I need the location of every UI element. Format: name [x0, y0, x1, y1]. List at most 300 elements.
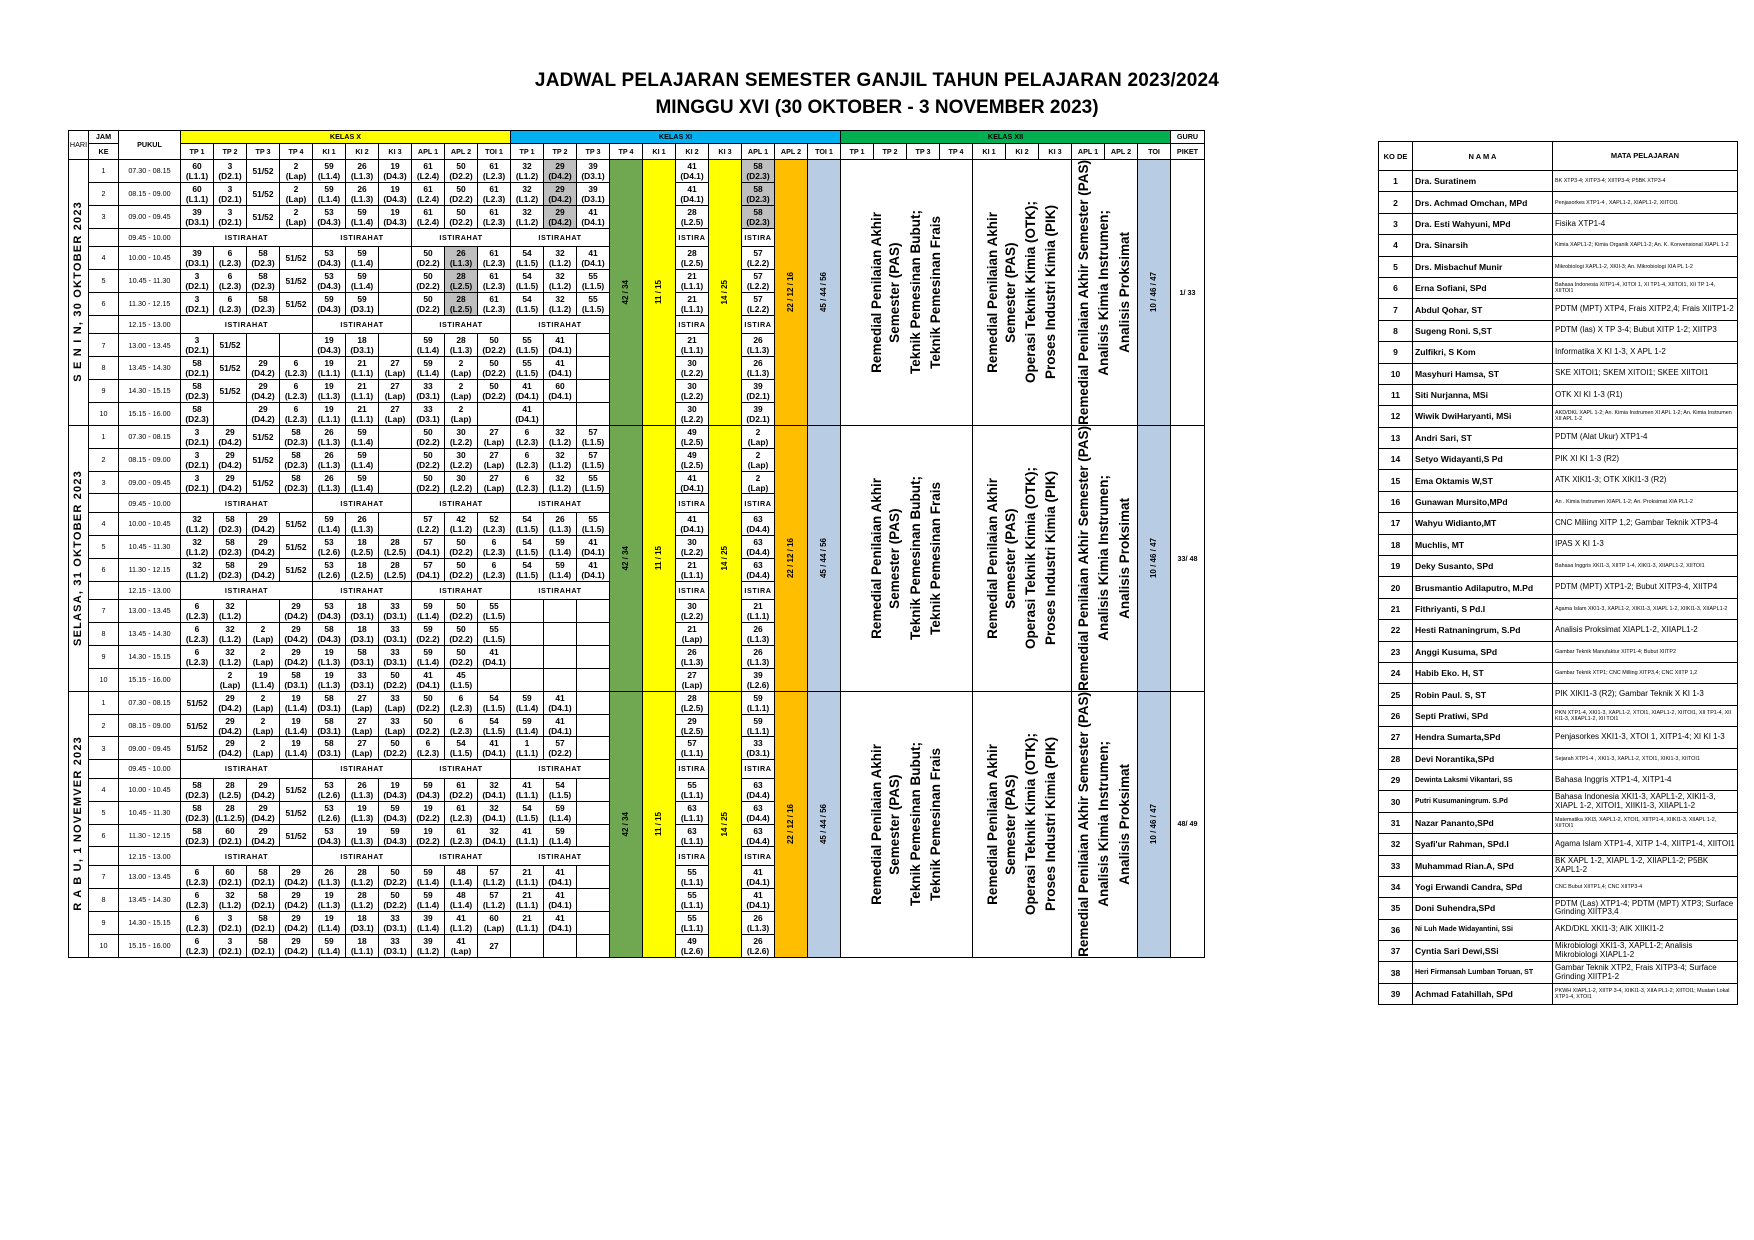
schedule-cell[interactable]: 6 (L2.3): [214, 247, 247, 270]
schedule-cell[interactable]: 50 (D2.2): [379, 866, 412, 889]
schedule-cell[interactable]: 19 (D4.3): [379, 160, 412, 183]
schedule-cell[interactable]: 59 (L1.4): [313, 513, 346, 536]
schedule-cell[interactable]: 39 (D2.1): [742, 380, 775, 403]
xii-toi-merged[interactable]: 10 / 46 / 47: [1138, 691, 1171, 957]
schedule-cell[interactable]: 32 (D4.1): [478, 801, 511, 824]
schedule-cell[interactable]: 58 (D2.3): [280, 425, 313, 448]
schedule-cell[interactable]: 50 (D2.2): [412, 691, 445, 714]
xi-ki1-merged[interactable]: 11 / 15: [643, 425, 676, 691]
schedule-cell[interactable]: 3 (D2.1): [214, 911, 247, 934]
schedule-cell[interactable]: 32 (D4.1): [478, 824, 511, 847]
schedule-cell[interactable]: [544, 623, 577, 646]
schedule-cell[interactable]: 53 (L2.6): [313, 558, 346, 581]
schedule-cell[interactable]: 55 (L1.1): [676, 888, 709, 911]
schedule-cell[interactable]: 29 (D4.2): [247, 357, 280, 380]
schedule-cell[interactable]: 41 (D4.1): [577, 205, 610, 228]
schedule-cell[interactable]: 51/52: [280, 558, 313, 581]
schedule-cell[interactable]: 51/52: [280, 247, 313, 270]
schedule-cell[interactable]: [544, 934, 577, 957]
schedule-cell[interactable]: 33 (D3.1): [379, 911, 412, 934]
schedule-cell[interactable]: 58 (D3.1): [313, 714, 346, 737]
schedule-cell[interactable]: 45 (L1.5): [445, 668, 478, 691]
schedule-cell[interactable]: 54 (L1.5): [511, 292, 544, 315]
schedule-cell[interactable]: [379, 513, 412, 536]
schedule-cell[interactable]: 29 (D4.2): [280, 600, 313, 623]
schedule-cell[interactable]: 50 (D2.2): [445, 182, 478, 205]
schedule-cell[interactable]: 59 (L1.4): [544, 535, 577, 558]
schedule-cell[interactable]: [247, 600, 280, 623]
schedule-cell[interactable]: 59 (L1.4): [412, 357, 445, 380]
schedule-cell[interactable]: [577, 737, 610, 760]
schedule-cell[interactable]: 50 (D2.2): [379, 737, 412, 760]
schedule-cell[interactable]: 55 (L1.5): [511, 334, 544, 357]
schedule-cell[interactable]: 63 (D4.4): [742, 778, 775, 801]
schedule-cell[interactable]: 57 (D2.2): [544, 737, 577, 760]
schedule-cell[interactable]: 50 (D2.2): [412, 270, 445, 293]
xi-toi1-merged[interactable]: 45 / 44 / 56: [808, 160, 841, 426]
schedule-cell[interactable]: 59 (L1.1): [742, 691, 775, 714]
schedule-cell[interactable]: 2 (Lap): [280, 160, 313, 183]
schedule-cell[interactable]: 59 (L1.4): [346, 247, 379, 270]
schedule-cell[interactable]: 2 (Lap): [742, 448, 775, 471]
schedule-cell[interactable]: 61 (L2.3): [478, 182, 511, 205]
schedule-cell[interactable]: 41 (D4.1): [544, 866, 577, 889]
schedule-cell[interactable]: [577, 866, 610, 889]
schedule-cell[interactable]: 18 (D3.1): [346, 334, 379, 357]
xii-analysis-pas[interactable]: Remedial Penilaian Akhir Semester (PAS) Analisis Kimia Instrumen; Analisis Proksimat: [1072, 160, 1138, 426]
schedule-cell[interactable]: 51/52: [280, 535, 313, 558]
schedule-cell[interactable]: [577, 778, 610, 801]
schedule-cell[interactable]: 54 (L1.5): [478, 691, 511, 714]
schedule-cell[interactable]: 60 (L1.1): [181, 160, 214, 183]
schedule-cell[interactable]: 32 (L1.2): [544, 292, 577, 315]
schedule-cell[interactable]: 41 (D4.1): [544, 334, 577, 357]
schedule-cell[interactable]: 51/52: [247, 448, 280, 471]
schedule-cell[interactable]: 6 (L2.3): [181, 934, 214, 957]
schedule-cell[interactable]: 58 (D2.3): [742, 182, 775, 205]
schedule-cell[interactable]: 21 (L1.1): [676, 334, 709, 357]
schedule-cell[interactable]: 2 (Lap): [742, 471, 775, 494]
schedule-cell[interactable]: 19 (D2.2): [412, 801, 445, 824]
schedule-cell[interactable]: 32 (L1.2): [511, 160, 544, 183]
schedule-cell[interactable]: 28 (L1.3): [445, 334, 478, 357]
schedule-cell[interactable]: 58 (D4.3): [313, 623, 346, 646]
schedule-cell[interactable]: 29 (D4.2): [544, 205, 577, 228]
schedule-cell[interactable]: 63 (L1.1): [676, 801, 709, 824]
xii-machining-pas[interactable]: Remedial Penilaian Akhir Semester (PAS) Teknik Pemesinan Bubut; Teknik Pemesinan Frais: [841, 160, 973, 426]
schedule-cell[interactable]: 55 (L1.5): [478, 600, 511, 623]
schedule-cell[interactable]: [544, 600, 577, 623]
schedule-cell[interactable]: 53 (L2.6): [313, 778, 346, 801]
schedule-cell[interactable]: 51/52: [214, 334, 247, 357]
schedule-cell[interactable]: 3 (D2.1): [214, 934, 247, 957]
schedule-cell[interactable]: 19 (L1.3): [313, 888, 346, 911]
schedule-cell[interactable]: 51/52: [280, 778, 313, 801]
schedule-cell[interactable]: 2 (Lap): [247, 737, 280, 760]
schedule-cell[interactable]: 50 (D2.2): [412, 471, 445, 494]
schedule-cell[interactable]: 63 (D4.4): [742, 513, 775, 536]
schedule-cell[interactable]: 59 (L1.1): [742, 714, 775, 737]
schedule-cell[interactable]: 19 (L1.4): [247, 668, 280, 691]
schedule-cell[interactable]: 61 (L2.4): [412, 205, 445, 228]
schedule-cell[interactable]: 3 (D2.1): [181, 292, 214, 315]
schedule-cell[interactable]: 32 (L1.2): [544, 471, 577, 494]
schedule-cell[interactable]: 26 (L1.3): [742, 334, 775, 357]
schedule-cell[interactable]: 32 (L1.2): [214, 645, 247, 668]
schedule-cell[interactable]: 27 (Lap): [379, 357, 412, 380]
schedule-cell[interactable]: 51/52: [247, 205, 280, 228]
schedule-cell[interactable]: 30 (L2.2): [676, 535, 709, 558]
schedule-cell[interactable]: 59 (L1.4): [544, 824, 577, 847]
schedule-cell[interactable]: 2 (Lap): [445, 357, 478, 380]
schedule-cell[interactable]: 19 (L1.4): [313, 911, 346, 934]
schedule-cell[interactable]: [577, 645, 610, 668]
schedule-cell[interactable]: 30 (L2.2): [445, 425, 478, 448]
schedule-cell[interactable]: [379, 471, 412, 494]
schedule-cell[interactable]: 58 (D2.3): [181, 824, 214, 847]
schedule-cell[interactable]: 57 (L1.5): [577, 448, 610, 471]
schedule-cell[interactable]: 51/52: [247, 182, 280, 205]
schedule-cell[interactable]: 18 (L2.5): [346, 535, 379, 558]
schedule-cell[interactable]: 3 (D2.1): [214, 182, 247, 205]
schedule-cell[interactable]: 26 (L1.3): [313, 471, 346, 494]
schedule-cell[interactable]: 54 (L1.5): [511, 513, 544, 536]
schedule-cell[interactable]: [577, 801, 610, 824]
schedule-cell[interactable]: 29 (D4.2): [214, 448, 247, 471]
schedule-cell[interactable]: 58 (D2.3): [247, 270, 280, 293]
schedule-cell[interactable]: 61 (D2.2): [445, 778, 478, 801]
schedule-cell[interactable]: 58 (D2.1): [247, 934, 280, 957]
schedule-cell[interactable]: 61 (L2.3): [478, 247, 511, 270]
schedule-cell[interactable]: 30 (L2.2): [676, 402, 709, 425]
schedule-cell[interactable]: 21 (L1.1): [346, 357, 379, 380]
schedule-cell[interactable]: 26 (L1.3): [313, 425, 346, 448]
schedule-cell[interactable]: 55 (L1.5): [511, 357, 544, 380]
schedule-cell[interactable]: 61 (L2.4): [412, 160, 445, 183]
schedule-cell[interactable]: 51/52: [247, 160, 280, 183]
schedule-cell[interactable]: 27 (Lap): [379, 402, 412, 425]
schedule-cell[interactable]: [544, 668, 577, 691]
schedule-cell[interactable]: 51/52: [214, 357, 247, 380]
schedule-cell[interactable]: 28 (L2.5): [676, 247, 709, 270]
schedule-cell[interactable]: 29 (D4.2): [247, 558, 280, 581]
schedule-cell[interactable]: 6 (L2.3): [181, 600, 214, 623]
schedule-cell[interactable]: 51/52: [280, 824, 313, 847]
schedule-cell[interactable]: 26 (L1.3): [445, 247, 478, 270]
schedule-cell[interactable]: 50 (D2.2): [445, 535, 478, 558]
xi-ki1-merged[interactable]: 11 / 15: [643, 691, 676, 957]
schedule-cell[interactable]: 59 (L1.4): [313, 182, 346, 205]
schedule-cell[interactable]: 33 (D3.1): [742, 737, 775, 760]
schedule-cell[interactable]: 19 (L1.3): [313, 668, 346, 691]
schedule-cell[interactable]: 6 (L2.3): [280, 357, 313, 380]
schedule-cell[interactable]: 6 (L2.3): [511, 471, 544, 494]
schedule-cell[interactable]: 58 (D2.3): [742, 160, 775, 183]
schedule-cell[interactable]: [544, 645, 577, 668]
schedule-cell[interactable]: 19 (L1.4): [280, 691, 313, 714]
schedule-cell[interactable]: 6 (L2.3): [412, 737, 445, 760]
schedule-cell[interactable]: 19 (L1.1): [313, 402, 346, 425]
schedule-cell[interactable]: 6 (L2.3): [181, 645, 214, 668]
schedule-cell[interactable]: 59 (L1.4): [412, 645, 445, 668]
schedule-cell[interactable]: [214, 402, 247, 425]
schedule-cell[interactable]: 32 (D4.1): [478, 778, 511, 801]
schedule-cell[interactable]: 51/52: [247, 425, 280, 448]
schedule-cell[interactable]: 53 (D4.3): [313, 600, 346, 623]
xi-apl2-merged[interactable]: 22 / 12 / 16: [775, 425, 808, 691]
schedule-cell[interactable]: 41 (Lap): [445, 934, 478, 957]
schedule-cell[interactable]: 18 (L1.1): [346, 934, 379, 957]
schedule-cell[interactable]: 41 (D4.1): [676, 160, 709, 183]
schedule-cell[interactable]: 50 (D2.2): [445, 558, 478, 581]
schedule-cell[interactable]: 55 (L1.1): [676, 866, 709, 889]
schedule-cell[interactable]: [577, 668, 610, 691]
schedule-cell[interactable]: 58 (D2.3): [214, 535, 247, 558]
schedule-cell[interactable]: 6 (L2.3): [511, 425, 544, 448]
schedule-cell[interactable]: [577, 380, 610, 403]
xii-chem-pas[interactable]: Remedial Penilaian Akhir Semester (PAS) Operasi Teknik Kimia (OTK); Proses Industri Kimia (PIK): [973, 160, 1072, 426]
schedule-cell[interactable]: 53 (D4.3): [313, 824, 346, 847]
schedule-cell[interactable]: 58 (D2.3): [181, 801, 214, 824]
schedule-cell[interactable]: 57 (L1.5): [577, 425, 610, 448]
schedule-cell[interactable]: 58 (D2.3): [181, 380, 214, 403]
schedule-cell[interactable]: 58 (D2.3): [214, 558, 247, 581]
schedule-cell[interactable]: 32 (L1.2): [511, 182, 544, 205]
schedule-cell[interactable]: 30 (L2.2): [445, 471, 478, 494]
schedule-cell[interactable]: 41 (D4.1): [412, 668, 445, 691]
schedule-cell[interactable]: 21 (L1.1): [676, 558, 709, 581]
schedule-cell[interactable]: 50 (D2.2): [445, 600, 478, 623]
schedule-cell[interactable]: 58 (D2.1): [247, 866, 280, 889]
schedule-cell[interactable]: 19 (L1.1): [313, 357, 346, 380]
schedule-cell[interactable]: 63 (D4.4): [742, 535, 775, 558]
schedule-cell[interactable]: 29 (D4.2): [280, 645, 313, 668]
schedule-cell[interactable]: 21 (L1.1): [676, 270, 709, 293]
schedule-cell[interactable]: 19 (D4.3): [313, 334, 346, 357]
schedule-cell[interactable]: 2 (Lap): [247, 714, 280, 737]
schedule-cell[interactable]: 33 (Lap): [379, 714, 412, 737]
schedule-cell[interactable]: 41 (D4.1): [577, 535, 610, 558]
schedule-cell[interactable]: 6 (L2.3): [478, 535, 511, 558]
schedule-cell[interactable]: 21 (L1.1): [346, 380, 379, 403]
schedule-cell[interactable]: 26 (L1.3): [742, 645, 775, 668]
schedule-cell[interactable]: 55 (L1.5): [577, 270, 610, 293]
schedule-cell[interactable]: 50 (D2.2): [445, 645, 478, 668]
schedule-cell[interactable]: 19 (L1.4): [280, 714, 313, 737]
schedule-cell[interactable]: 49 (L2.5): [676, 425, 709, 448]
schedule-cell[interactable]: 27 (Lap): [478, 448, 511, 471]
schedule-cell[interactable]: 59 (D4.3): [379, 824, 412, 847]
schedule-cell[interactable]: 33 (D3.1): [379, 645, 412, 668]
schedule-cell[interactable]: 61 (L2.3): [445, 824, 478, 847]
schedule-cell[interactable]: 3 (D2.1): [181, 270, 214, 293]
schedule-cell[interactable]: 3 (D2.1): [214, 205, 247, 228]
schedule-cell[interactable]: [544, 402, 577, 425]
schedule-cell[interactable]: 50 (D2.2): [478, 334, 511, 357]
schedule-cell[interactable]: 60 (D4.1): [544, 380, 577, 403]
schedule-cell[interactable]: 28 (L2.5): [676, 691, 709, 714]
schedule-cell[interactable]: 6 (L2.3): [445, 691, 478, 714]
schedule-cell[interactable]: [577, 402, 610, 425]
schedule-cell[interactable]: 41 (D4.1): [544, 357, 577, 380]
schedule-cell[interactable]: 29 (D4.2): [214, 471, 247, 494]
schedule-cell[interactable]: 29 (D4.2): [247, 380, 280, 403]
xi-tp4-merged[interactable]: 42 / 34: [610, 425, 643, 691]
schedule-cell[interactable]: 58 (D2.3): [247, 247, 280, 270]
schedule-cell[interactable]: 29 (D4.2): [544, 182, 577, 205]
schedule-cell[interactable]: 30 (L2.2): [676, 357, 709, 380]
schedule-cell[interactable]: 26 (L1.3): [346, 778, 379, 801]
schedule-cell[interactable]: 39 (L1.2): [412, 934, 445, 957]
schedule-cell[interactable]: 29 (D4.2): [280, 623, 313, 646]
schedule-cell[interactable]: 60 (D2.1): [214, 824, 247, 847]
schedule-cell[interactable]: [577, 691, 610, 714]
schedule-cell[interactable]: 41 (D4.1): [478, 645, 511, 668]
schedule-cell[interactable]: 41 (D4.1): [544, 691, 577, 714]
schedule-cell[interactable]: [511, 645, 544, 668]
schedule-cell[interactable]: 42 (L1.2): [445, 513, 478, 536]
schedule-cell[interactable]: 59 (L1.4): [346, 448, 379, 471]
schedule-cell[interactable]: 59 (D3.1): [346, 292, 379, 315]
schedule-cell[interactable]: 21 (L1.1): [676, 292, 709, 315]
schedule-cell[interactable]: 54 (L1.5): [544, 778, 577, 801]
schedule-cell[interactable]: 39 (L1.4): [412, 911, 445, 934]
schedule-cell[interactable]: 28 (L2.5): [445, 270, 478, 293]
schedule-cell[interactable]: 39 (D2.1): [742, 402, 775, 425]
schedule-cell[interactable]: 26 (L1.3): [313, 448, 346, 471]
schedule-cell[interactable]: 59 (L1.4): [313, 934, 346, 957]
schedule-cell[interactable]: 50 (D2.2): [445, 623, 478, 646]
schedule-cell[interactable]: 63 (D4.4): [742, 824, 775, 847]
schedule-cell[interactable]: 59 (L1.4): [313, 160, 346, 183]
schedule-cell[interactable]: 55 (L1.5): [577, 471, 610, 494]
schedule-cell[interactable]: 54 (L1.5): [511, 558, 544, 581]
schedule-cell[interactable]: 6 (L2.3): [280, 402, 313, 425]
schedule-cell[interactable]: 41 (D4.1): [676, 182, 709, 205]
schedule-cell[interactable]: 6 (L2.3): [478, 558, 511, 581]
schedule-cell[interactable]: 27 (Lap): [478, 425, 511, 448]
schedule-cell[interactable]: 41 (D4.1): [742, 866, 775, 889]
schedule-cell[interactable]: 61 (L2.3): [478, 160, 511, 183]
xi-ki3-merged[interactable]: 14 / 25: [709, 691, 742, 957]
schedule-cell[interactable]: 61 (L2.3): [478, 270, 511, 293]
schedule-cell[interactable]: 57 (L2.2): [412, 513, 445, 536]
schedule-cell[interactable]: 59 (L1.4): [412, 888, 445, 911]
schedule-cell[interactable]: 18 (L2.5): [346, 558, 379, 581]
schedule-cell[interactable]: 19 (D4.3): [379, 778, 412, 801]
schedule-cell[interactable]: [181, 668, 214, 691]
schedule-cell[interactable]: 28 (L1.2): [346, 888, 379, 911]
schedule-cell[interactable]: 59 (L1.4): [346, 270, 379, 293]
schedule-cell[interactable]: 50 (D2.2): [379, 888, 412, 911]
schedule-cell[interactable]: 19 (L1.3): [313, 380, 346, 403]
schedule-cell[interactable]: 55 (L1.5): [577, 292, 610, 315]
schedule-cell[interactable]: 27 (Lap): [676, 668, 709, 691]
schedule-cell[interactable]: 41 (D4.1): [742, 888, 775, 911]
schedule-cell[interactable]: 19 (L1.3): [313, 645, 346, 668]
xii-analysis-pas[interactable]: Remedial Penilaian Akhir Semester (PAS) Analisis Kimia Instrumen; Analisis Proksimat: [1072, 691, 1138, 957]
schedule-cell[interactable]: 51/52: [247, 471, 280, 494]
schedule-cell[interactable]: 58 (D2.3): [181, 778, 214, 801]
schedule-cell[interactable]: 48 (L1.4): [445, 888, 478, 911]
schedule-cell[interactable]: [577, 888, 610, 911]
schedule-cell[interactable]: 33 (D3.1): [379, 600, 412, 623]
schedule-cell[interactable]: 51/52: [181, 737, 214, 760]
schedule-cell[interactable]: 58 (D2.1): [247, 911, 280, 934]
schedule-cell[interactable]: 30 (L2.2): [676, 600, 709, 623]
xi-ki1-merged[interactable]: 11 / 15: [643, 160, 676, 426]
schedule-cell[interactable]: 58 (D2.3): [280, 471, 313, 494]
schedule-cell[interactable]: 59 (L1.4): [544, 801, 577, 824]
schedule-cell[interactable]: 41 (D4.1): [511, 402, 544, 425]
schedule-cell[interactable]: 19 (L1.3): [346, 824, 379, 847]
schedule-cell[interactable]: 3 (D2.1): [181, 334, 214, 357]
schedule-cell[interactable]: [577, 714, 610, 737]
schedule-cell[interactable]: 61 (L2.3): [478, 292, 511, 315]
schedule-cell[interactable]: 41 (L1.1): [511, 824, 544, 847]
schedule-cell[interactable]: 39 (D3.1): [181, 205, 214, 228]
schedule-cell[interactable]: 2 (Lap): [247, 645, 280, 668]
schedule-cell[interactable]: 59 (D4.3): [379, 801, 412, 824]
schedule-cell[interactable]: [577, 334, 610, 357]
schedule-cell[interactable]: 32 (L1.2): [214, 623, 247, 646]
schedule-cell[interactable]: 52 (L2.3): [478, 513, 511, 536]
schedule-cell[interactable]: 3 (D2.1): [181, 448, 214, 471]
schedule-cell[interactable]: 32 (L1.2): [181, 513, 214, 536]
schedule-cell[interactable]: 51/52: [280, 270, 313, 293]
schedule-cell[interactable]: 2 (Lap): [445, 402, 478, 425]
schedule-cell[interactable]: 54 (L1.5): [511, 247, 544, 270]
schedule-cell[interactable]: 50 (D2.2): [412, 247, 445, 270]
schedule-cell[interactable]: 19 (D4.3): [379, 205, 412, 228]
schedule-cell[interactable]: 53 (L2.6): [313, 801, 346, 824]
schedule-cell[interactable]: [577, 357, 610, 380]
xi-ki3-merged[interactable]: 14 / 25: [709, 160, 742, 426]
schedule-cell[interactable]: 41 (D4.1): [676, 513, 709, 536]
schedule-cell[interactable]: 33 (D3.1): [412, 402, 445, 425]
schedule-cell[interactable]: 29 (D4.2): [214, 737, 247, 760]
schedule-cell[interactable]: 41 (D4.1): [544, 714, 577, 737]
schedule-cell[interactable]: [577, 600, 610, 623]
schedule-cell[interactable]: 60 (L1.1): [181, 182, 214, 205]
schedule-cell[interactable]: 50 (D2.2): [412, 292, 445, 315]
schedule-cell[interactable]: 28 (L1.2): [346, 866, 379, 889]
schedule-cell[interactable]: 50 (D2.2): [445, 205, 478, 228]
schedule-cell[interactable]: 27 (Lap): [478, 471, 511, 494]
schedule-cell[interactable]: 2 (Lap): [742, 425, 775, 448]
schedule-cell[interactable]: 27 (Lap): [346, 737, 379, 760]
schedule-cell[interactable]: 32 (L1.2): [544, 425, 577, 448]
schedule-cell[interactable]: [478, 668, 511, 691]
schedule-cell[interactable]: 2 (Lap): [445, 380, 478, 403]
schedule-cell[interactable]: 2 (Lap): [247, 691, 280, 714]
schedule-cell[interactable]: 26 (L1.3): [346, 182, 379, 205]
schedule-cell[interactable]: 26 (L1.3): [544, 513, 577, 536]
schedule-cell[interactable]: 29 (D4.2): [247, 778, 280, 801]
xii-toi-merged[interactable]: 10 / 46 / 47: [1138, 160, 1171, 426]
schedule-cell[interactable]: 48 (L1.4): [445, 866, 478, 889]
schedule-cell[interactable]: 32 (L1.2): [181, 558, 214, 581]
schedule-cell[interactable]: 26 (L1.3): [313, 866, 346, 889]
schedule-cell[interactable]: 50 (D2.2): [445, 160, 478, 183]
schedule-cell[interactable]: 61 (L2.4): [412, 182, 445, 205]
schedule-cell[interactable]: [577, 911, 610, 934]
schedule-cell[interactable]: [280, 334, 313, 357]
schedule-cell[interactable]: 39 (L2.6): [742, 668, 775, 691]
schedule-cell[interactable]: 57 (D4.1): [412, 558, 445, 581]
schedule-cell[interactable]: 26 (L2.6): [742, 934, 775, 957]
xii-toi-merged[interactable]: 10 / 46 / 47: [1138, 425, 1171, 691]
